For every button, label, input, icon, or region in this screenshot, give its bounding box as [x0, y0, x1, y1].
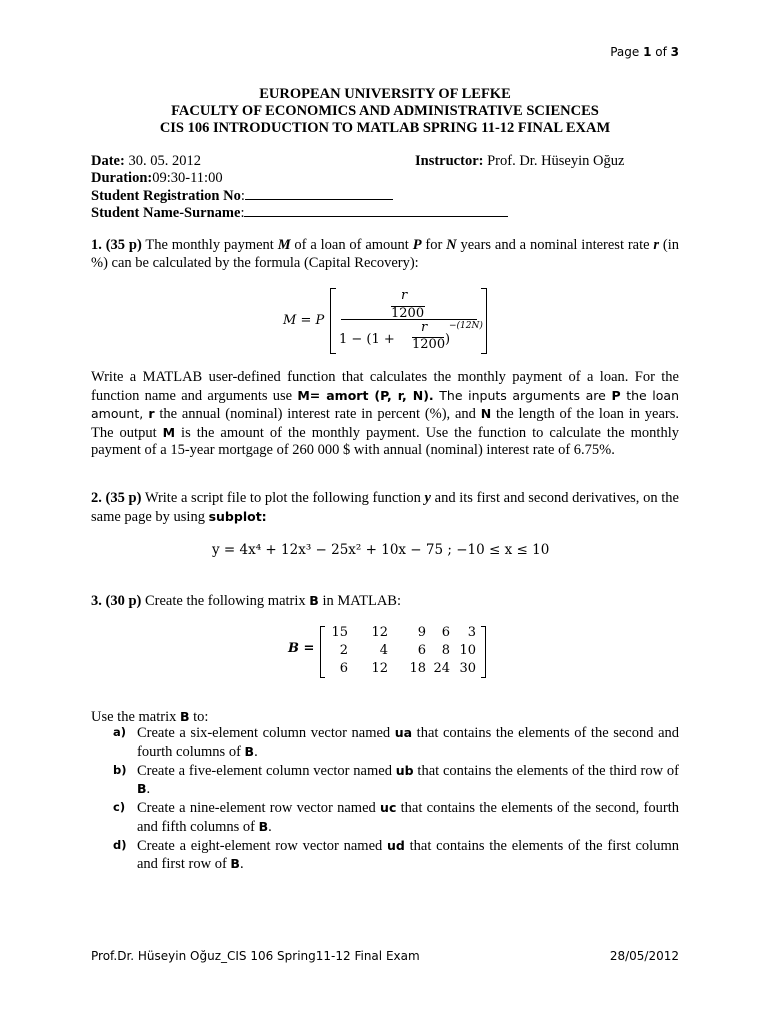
q1-text: years and a nominal interest rate — [456, 237, 654, 253]
q1-text: The monthly payment — [141, 237, 278, 253]
question-3 — [91, 592, 679, 611]
q2-number: 2. (35 p) — [91, 490, 142, 506]
instructor-line — [415, 153, 624, 170]
q1-body-text: the loan amount, — [91, 387, 680, 422]
task-matrix-name: B — [137, 781, 147, 797]
task-vector-name: ud — [387, 837, 405, 853]
q1-body-text: the length of the loan in years. The output — [91, 406, 679, 441]
page-total: 3 — [670, 45, 679, 59]
task-matrix-name: B — [258, 818, 269, 834]
task-text: . — [146, 781, 151, 798]
q2-text: and its first and second derivatives, on the same page by using — [91, 490, 679, 525]
page-current: 1 — [643, 45, 652, 59]
matrix-b — [288, 624, 488, 678]
matrix-cell: 4 — [379, 643, 388, 658]
matrix-table — [326, 624, 476, 678]
formula-den-r: r — [421, 320, 428, 335]
task-text: . — [268, 818, 272, 835]
matrix-cell: 15 — [331, 625, 348, 640]
task-text: Create a eight-element row vector named — [137, 837, 388, 854]
name-line — [91, 204, 508, 222]
question-1 — [91, 237, 679, 272]
task-text: Create a nine-element row vector named — [137, 800, 381, 817]
matrix-left-bracket — [320, 626, 325, 678]
q3-text: in MATLAB: — [318, 593, 401, 609]
task-item — [91, 724, 679, 761]
formula-num-r: r — [401, 288, 408, 303]
task-vector-name: uc — [380, 800, 397, 816]
formula-exponent: −(12N) — [449, 321, 483, 331]
faculty-name: FACULTY OF ECONOMICS AND ADMINISTRATIVE SCIENCES — [171, 103, 599, 119]
matrix-cell: 6 — [417, 643, 426, 658]
task-list — [91, 724, 679, 874]
task-item — [91, 799, 679, 836]
q1-var-r: r — [653, 237, 660, 253]
formula-lhs: M = P — [283, 313, 325, 328]
q2-subplot: subplot: — [208, 508, 267, 524]
page-of: of — [651, 45, 671, 59]
formula-den-close: ) — [445, 332, 451, 347]
task-text: . — [254, 743, 258, 760]
q3-use-matrix: B — [180, 709, 190, 724]
q1-body-text: The inputs arguments are — [433, 387, 612, 403]
task-text: that contains the elements of the third row of — [413, 762, 679, 779]
footer-date: 28/05/2012 — [609, 949, 679, 963]
q2-text: Write a script file to plot the following function — [141, 490, 425, 506]
q1-text: for — [421, 237, 447, 253]
formula-den-prefix: 1 − (1 + — [339, 332, 395, 347]
registration-label: Student Registration No — [91, 188, 241, 204]
page-number — [610, 45, 679, 59]
q1-body-text: is the amount of the monthly payment. Use the function to calculate the monthly payment of a 15-year mortgage of 260 000 $ with annual (nominal) interest rate of 6.75%. — [91, 424, 679, 459]
matrix-cell: 2 — [339, 643, 348, 658]
matrix-right-bracket — [481, 626, 486, 678]
registration-colon: : — [240, 188, 245, 204]
q1-text: of a loan of amount — [290, 237, 413, 253]
polynomial-formula: y = 4x⁴ + 12x³ − 25x² + 10x − 75 ; −10 ≤ x ≤ 10 — [212, 542, 550, 558]
date-value: 30. 05. 2012 — [124, 153, 201, 169]
duration-label: Duration: — [91, 170, 153, 186]
matrix-cell: 24 — [433, 661, 450, 676]
name-colon: : — [240, 205, 245, 221]
q1-input-r: r — [148, 406, 155, 422]
matrix-cell: 6 — [339, 661, 348, 676]
task-item — [91, 837, 679, 874]
formula-left-bracket — [330, 288, 336, 354]
capital-recovery-formula — [283, 288, 493, 358]
q1-text: (in %) can be calculated by the formula (Capital Recovery): — [91, 237, 679, 271]
task-item — [91, 762, 679, 799]
matrix-cell: 30 — [459, 661, 476, 676]
formula-main-fraction-bar — [341, 319, 477, 320]
date-line — [91, 153, 201, 170]
name-blank[interactable] — [244, 204, 508, 217]
q3-use-text: to: — [189, 709, 209, 725]
task-label: d) — [113, 837, 127, 852]
registration-blank[interactable] — [245, 187, 393, 200]
formula-num-denominator: 1200 — [391, 306, 425, 321]
matrix-cell: 8 — [441, 643, 450, 658]
task-text: that contains the elements of the second, fourth and fifth columns of — [137, 800, 679, 835]
q3-number: 3. (30 p) — [91, 593, 142, 609]
task-text: that contains the elements of the second and fourth columns of — [137, 725, 679, 760]
instructor-value: Prof. Dr. Hüseyin Oğuz — [483, 153, 625, 169]
duration-line — [91, 170, 223, 187]
name-label: Student Name-Surname — [91, 205, 241, 221]
matrix-row — [326, 660, 476, 678]
q2-var-y: y — [424, 490, 431, 506]
q3-text: Create the following matrix — [141, 593, 310, 609]
matrix-cell: 10 — [459, 643, 476, 658]
task-label: a) — [113, 725, 127, 739]
exam-header — [0, 86, 770, 137]
q1-output-m: M — [162, 424, 176, 440]
formula-den-denominator: 1200 — [412, 337, 446, 352]
q1-var-m: M — [277, 237, 291, 253]
matrix-cell: 18 — [409, 661, 426, 676]
task-matrix-name: B — [244, 743, 255, 759]
matrix-cell: 12 — [371, 661, 388, 676]
task-text: . — [239, 856, 244, 873]
matrix-row — [326, 624, 476, 642]
exam-title: CIS 106 INTRODUCTION TO MATLAB SPRING 11-12 FINAL EXAM — [159, 120, 611, 136]
duration-value: 09:30-11:00 — [152, 170, 223, 186]
matrix-label: B = — [288, 641, 315, 656]
task-label: c) — [113, 800, 126, 815]
matrix-cell: 9 — [417, 625, 426, 640]
registration-line — [91, 187, 393, 205]
matrix-row — [326, 642, 476, 660]
matrix-cell: 6 — [441, 625, 450, 640]
task-text: that contains the elements of the first column and first row of — [137, 837, 679, 873]
question-2 — [91, 490, 679, 526]
q1-input-p: P — [611, 387, 621, 403]
q3-matrix-name: B — [309, 593, 319, 608]
question-1-instructions — [91, 369, 679, 460]
footer-left: Prof.Dr. Hüseyin Oğuz_CIS 106 Spring11-12 Final Exam — [91, 949, 420, 963]
instructor-label: Instructor: — [415, 153, 484, 169]
task-text: Create a six-element column vector named — [137, 725, 395, 741]
task-label: b) — [113, 762, 127, 777]
q1-var-p: P — [412, 237, 422, 253]
task-vector-name: ua — [394, 725, 413, 740]
matrix-cell: 3 — [467, 625, 476, 640]
q1-number: 1. (35 p) — [91, 237, 142, 253]
q3-use-text: Use the matrix — [91, 709, 180, 725]
q1-var-n: N — [446, 237, 457, 253]
q1-input-n: N — [480, 406, 492, 422]
q1-function-call: M= amort (P, r, N). — [297, 387, 434, 403]
task-matrix-name: B — [230, 856, 240, 872]
q1-body-text: Write a MATLAB user-defined function that calculates the monthly payment of a loan. For the function name and arguments use — [91, 369, 679, 404]
formula-right-bracket — [481, 288, 487, 354]
task-vector-name: ub — [395, 762, 414, 778]
page-prefix: Page — [610, 45, 644, 59]
matrix-cell: 12 — [371, 625, 388, 640]
university-name: EUROPEAN UNIVERSITY OF LEFKE — [259, 86, 511, 102]
q1-body-text: the annual (nominal) interest rate in percent (%), and — [154, 406, 481, 423]
date-label: Date: — [91, 153, 125, 169]
task-text: Create a five-element column vector named — [137, 762, 396, 779]
